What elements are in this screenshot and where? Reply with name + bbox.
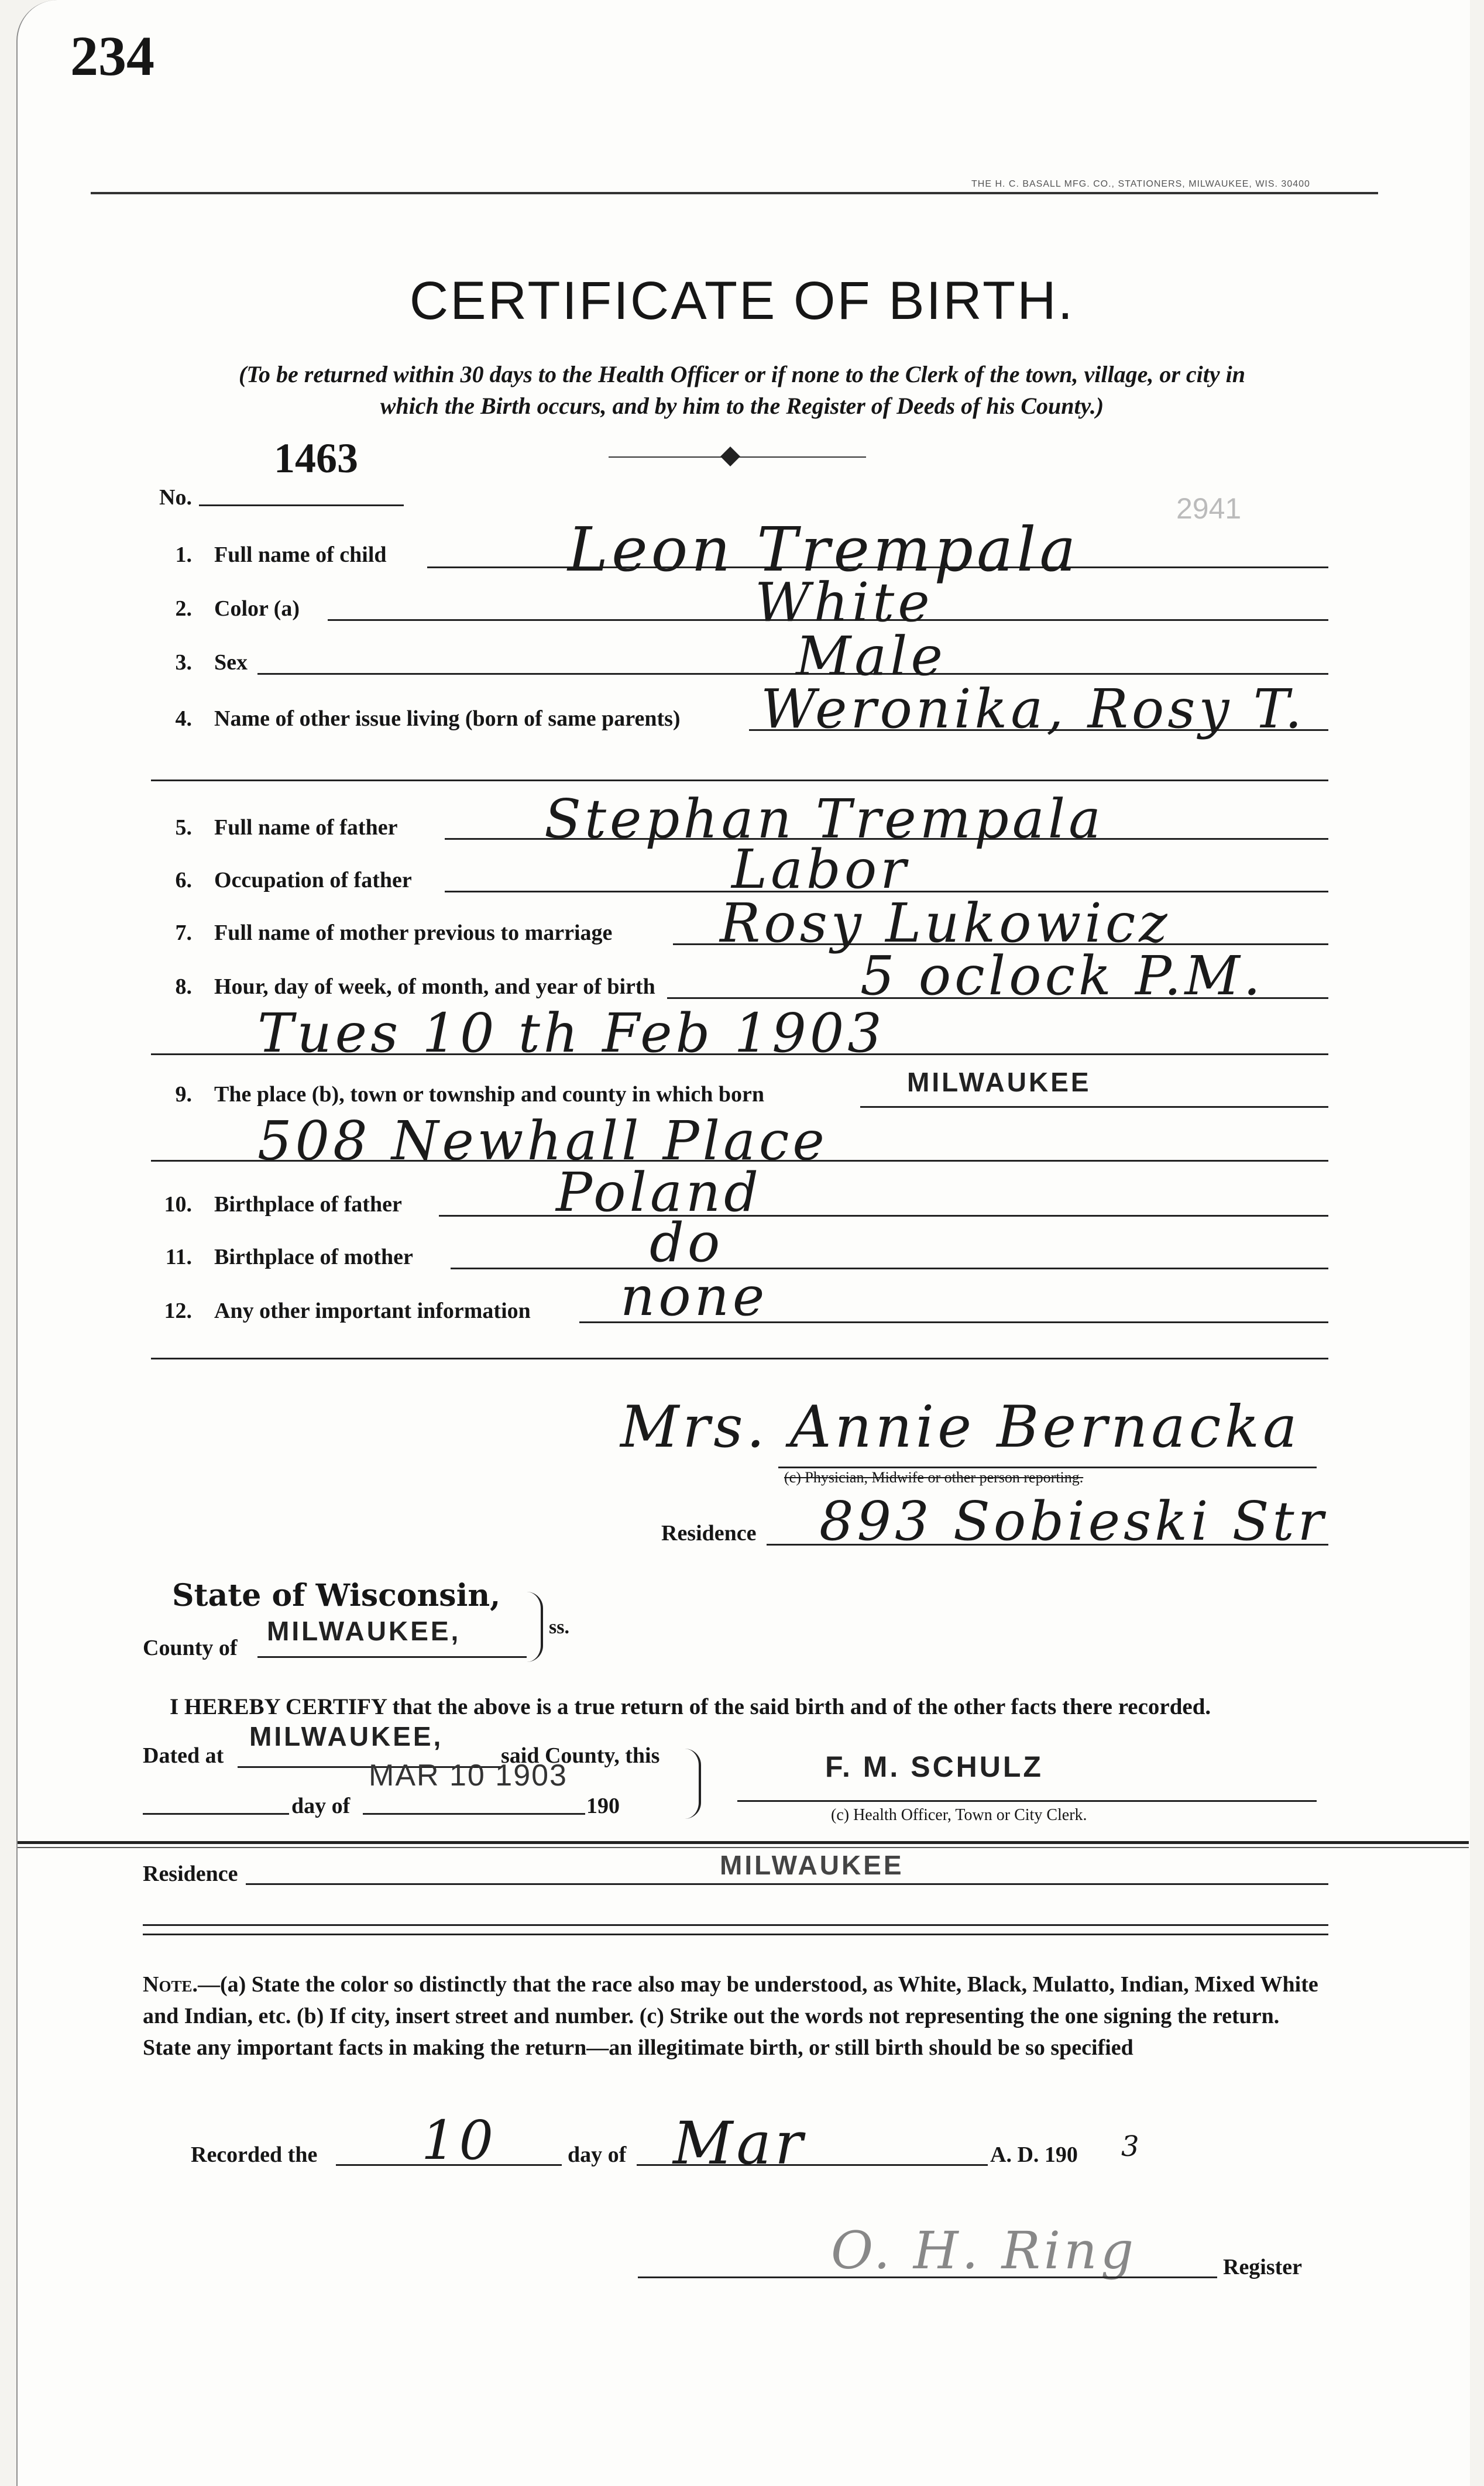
- recorded-month-value: Mar: [673, 2109, 806, 2178]
- ss-label: ss.: [549, 1616, 569, 1638]
- dated-day-line: [143, 1813, 289, 1815]
- field-continuation-line: [151, 780, 1328, 781]
- section-divider: [18, 1841, 1469, 1844]
- number-faint-stamp: 2941: [1176, 492, 1242, 525]
- field-number: 7.: [175, 921, 192, 945]
- field-line: [451, 1268, 1328, 1269]
- instruction-line-1: (To be returned within 30 days to the Health Officer or if none to the Clerk of the town, village, or city in: [238, 361, 1246, 387]
- recorded-day-of: day of: [568, 2142, 627, 2167]
- section-divider-inner: [18, 1847, 1469, 1848]
- register-label: Register: [1223, 2255, 1303, 2279]
- field-label-other-info: Any other important information: [214, 1299, 531, 1323]
- field-continuation-line: [151, 1358, 1328, 1359]
- note-heading: Note.: [143, 1972, 198, 1997]
- sex-value: Male: [796, 625, 946, 688]
- birth-place-city-stamp: MILWAUKEE: [907, 1067, 1091, 1097]
- father-name-value: Stephan Trempala: [544, 788, 1104, 850]
- state-label: State of Wisconsin,: [172, 1578, 501, 1613]
- other-info-value: none: [620, 1265, 768, 1328]
- county-label: County of: [143, 1636, 238, 1660]
- reporter-residence-label: Residence: [661, 1521, 757, 1546]
- residence-rule-1: [143, 1924, 1328, 1926]
- father-birthplace-value: Poland: [556, 1161, 762, 1224]
- reporter-signature: Mrs. Annie Bernacka: [620, 1394, 1301, 1461]
- birth-address-value: 508 Newhall Place: [257, 1110, 828, 1172]
- field-number: 6.: [175, 868, 192, 892]
- residence-label: Residence: [143, 1862, 238, 1886]
- register-signature: O. H. Ring: [831, 2220, 1138, 2281]
- other-issue-value: Weronika, Rosy T.: [761, 678, 1306, 740]
- field-label-father-birthplace: Birthplace of father: [214, 1192, 402, 1217]
- dated-month-line: [363, 1813, 585, 1815]
- dated-county-suffix: said County, this: [501, 1743, 660, 1768]
- child-name-value: Leon Trempala: [568, 514, 1080, 585]
- field-label-birth-place: The place (b), town or township and county in which born: [214, 1082, 764, 1107]
- birth-date-value: Tues 10 th Feb 1903: [257, 1002, 885, 1065]
- dated-date-stamp: MAR 10 1903: [369, 1759, 568, 1793]
- field-label-other-issue: Name of other issue living (born of same parents): [214, 706, 681, 731]
- field-number: 12.: [164, 1299, 192, 1323]
- recorded-day-value: 10: [421, 2109, 497, 2172]
- page-number: 234: [70, 25, 154, 87]
- field-number: 9.: [175, 1082, 192, 1107]
- health-officer-caption: (c) Health Officer, Town or City Clerk.: [831, 1806, 1087, 1824]
- field-number: 2.: [175, 596, 192, 621]
- note-text: —(a) State the color so distinctly that the race also may be understood, as White, Black, Mulatto, Indian, Mixed White and Indian, etc. (b) If city, insert street and number. (c) Strike out the words not representing the one signing the return. State any important facts in making the return—an illegitimate birth, or still birth should be so specified: [143, 1972, 1318, 2060]
- note-block: [143, 1969, 1328, 2063]
- field-label-sex: Sex: [214, 650, 248, 675]
- field-number: 10.: [164, 1192, 192, 1217]
- field-line: [860, 1106, 1328, 1108]
- certificate-number: 1463: [274, 435, 358, 482]
- mother-name-value: Rosy Lukowicz: [720, 892, 1171, 954]
- recorded-year-label: A. D. 190: [990, 2142, 1078, 2167]
- register-line: [638, 2276, 1217, 2278]
- residence-rule-2: [143, 1934, 1328, 1935]
- field-label-birth-time: Hour, day of week, of month, and year of birth: [214, 974, 655, 999]
- dated-year: 190: [586, 1794, 620, 1818]
- recorded-label: Recorded the: [191, 2142, 318, 2167]
- residence-line: [246, 1883, 1328, 1885]
- dated-place-stamp: MILWAUKEE,: [249, 1721, 444, 1752]
- county-value-stamp: MILWAUKEE,: [267, 1616, 461, 1646]
- jurisdiction-brace: [527, 1592, 543, 1662]
- father-occupation-value: Labor: [731, 838, 910, 901]
- field-label-mother-birthplace: Birthplace of mother: [214, 1245, 413, 1269]
- dated-brace: [685, 1749, 701, 1819]
- field-number: 1.: [175, 542, 192, 567]
- health-officer-line: [737, 1800, 1317, 1802]
- field-label-mother-name: Full name of mother previous to marriage: [214, 921, 613, 945]
- number-line: [199, 504, 404, 506]
- reporter-caption: (c) Physician, Midwife or other person reporting.: [784, 1469, 1084, 1486]
- field-number: 3.: [175, 650, 192, 675]
- field-number: 5.: [175, 815, 192, 840]
- reporter-residence-value: 893 Sobieski Str: [819, 1490, 1327, 1553]
- reporter-signature-line: [778, 1467, 1317, 1468]
- field-number: 11.: [165, 1245, 192, 1269]
- field-label-child-name: Full name of child: [214, 542, 387, 567]
- field-label-father-occupation: Occupation of father: [214, 868, 412, 892]
- field-label-color: Color (a): [214, 596, 300, 621]
- color-value: White: [755, 571, 933, 634]
- field-number: 4.: [175, 706, 192, 731]
- mother-birthplace-value: do: [650, 1211, 724, 1274]
- field-label-father-name: Full name of father: [214, 815, 398, 840]
- dated-label: Dated at: [143, 1743, 224, 1768]
- county-line: [257, 1656, 527, 1658]
- certificate-title: CERTIFICATE OF BIRTH.: [409, 271, 1075, 331]
- number-label: No.: [159, 485, 192, 510]
- field-number: 8.: [175, 974, 192, 999]
- printer-imprint: THE H. C. BASALL MFG. CO., STATIONERS, MILWAUKEE, WIS. 30400: [971, 179, 1310, 189]
- birth-hour-value: 5 oclock P.M.: [860, 945, 1264, 1007]
- health-officer-stamp: F. M. SCHULZ: [825, 1750, 1043, 1783]
- field-line: [257, 673, 1328, 675]
- residence-stamp: MILWAUKEE: [720, 1850, 904, 1880]
- recorded-year-digit: 3: [1121, 2130, 1139, 2163]
- certify-statement: I HEREBY CERTIFY that the above is a true return of the said birth and of the other facts there recorded.: [170, 1694, 1211, 1719]
- instruction-line-2: which the Birth occurs, and by him to the Register of Deeds of his County.): [380, 393, 1104, 419]
- top-rule: [91, 192, 1378, 194]
- dated-day-of: day of: [291, 1794, 351, 1818]
